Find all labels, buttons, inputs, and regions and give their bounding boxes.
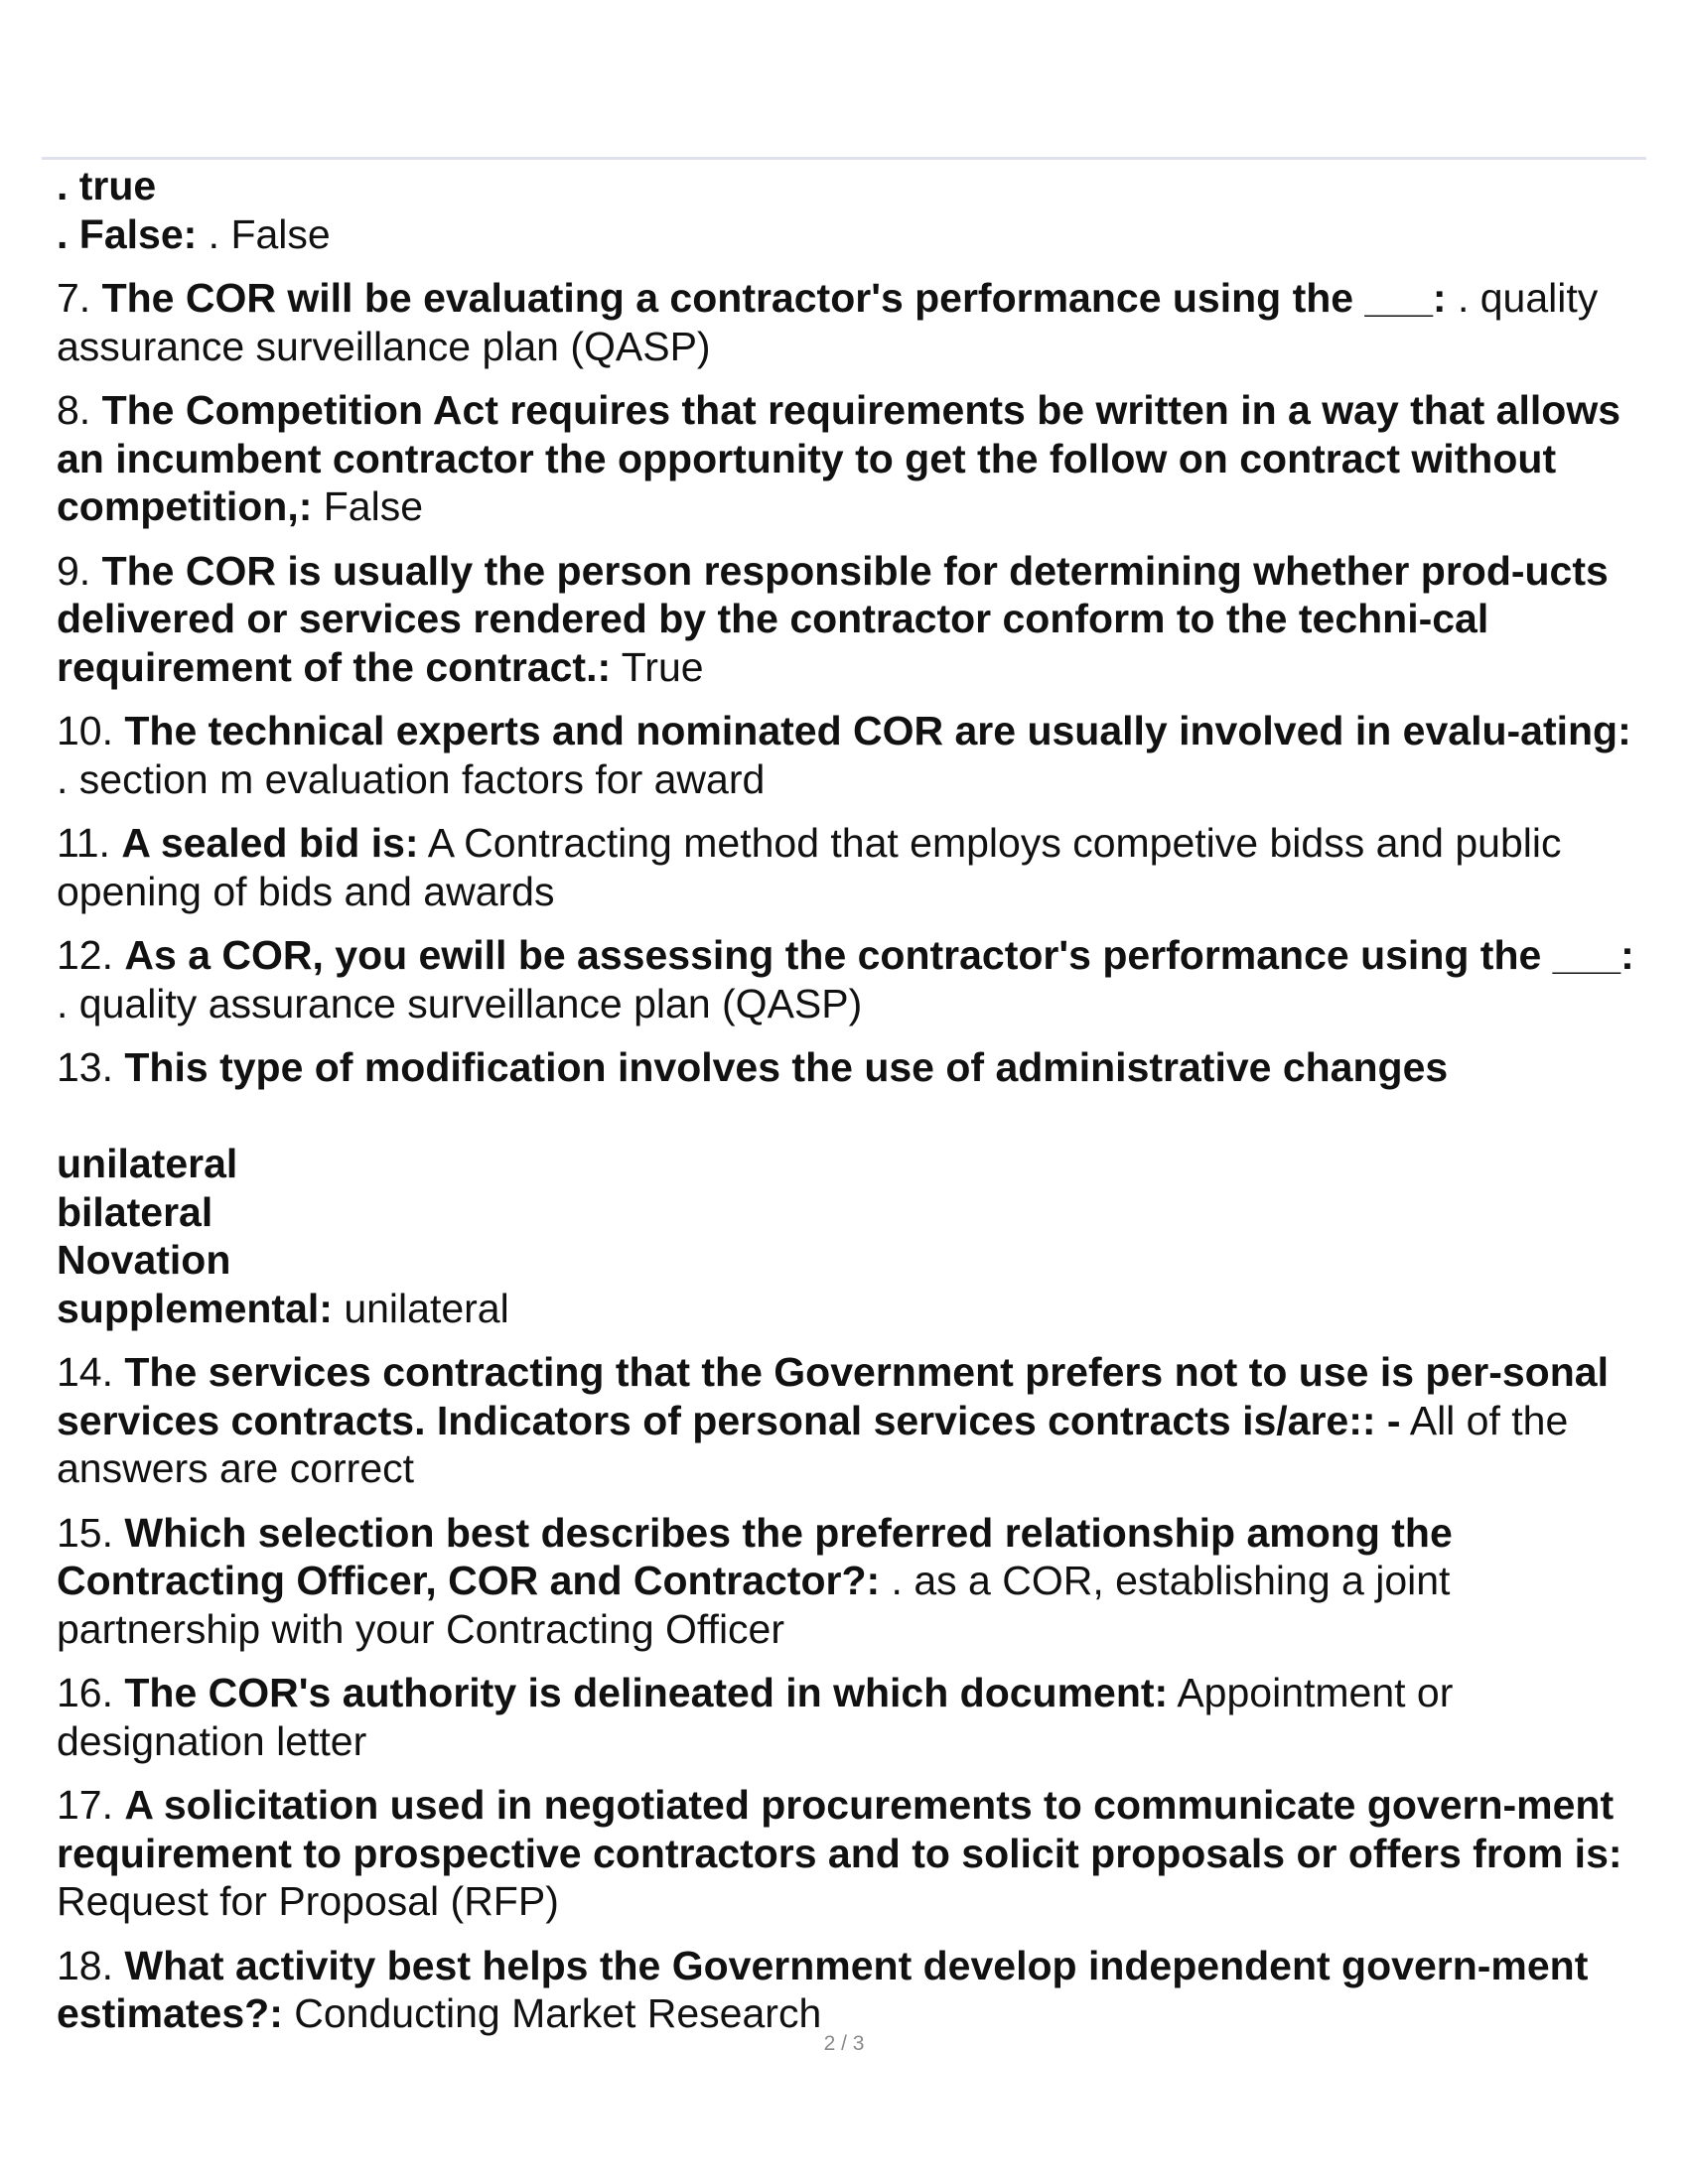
answer-text: . section m evaluation factors for award <box>57 755 766 802</box>
question-text: The COR's authority is delineated in which document: <box>124 1670 1169 1715</box>
option-novation: Novation <box>57 1237 231 1283</box>
item-number: 11. <box>57 820 122 866</box>
qa-item-18 <box>57 1942 1645 2038</box>
page-number: 2 / 3 <box>823 2032 865 2055</box>
item-number: 18. <box>57 1942 125 1988</box>
question-text: As a COR, you ewill be assessing the contractor's performance using the ___: <box>124 932 1634 978</box>
answer-text: unilateral <box>332 1285 509 1331</box>
qa-item-17 <box>57 1781 1645 1926</box>
qa-item-11 <box>57 819 1645 915</box>
question-text: The Competition Act requires that requirements be written in a way that allows an incumbent contractor the opportunity to get the follow on contract without competition,: <box>57 387 1621 529</box>
answer-text: False <box>312 483 424 529</box>
answer-text: . as a COR, establishing a joint partnership with your Contracting Officer <box>57 1558 1451 1652</box>
intro-line-true: . true <box>57 163 157 208</box>
question-text: A sealed bid is: <box>121 820 419 866</box>
qa-item-12 <box>57 931 1645 1027</box>
item-number: 15. <box>57 1509 125 1556</box>
qa-item-7 <box>57 274 1645 370</box>
item-number: 16. <box>57 1670 125 1715</box>
qa-item-9 <box>57 547 1645 692</box>
question-text: The COR is usually the person responsible for determining whether prod-ucts delivered or services rendered by the contractor conform to the techni-cal requirement of the contract.: <box>57 547 1609 690</box>
question-text: The COR will be evaluating a contractor's performance using the ___: <box>101 275 1447 321</box>
intro-line-false: . False: . False <box>57 210 331 257</box>
answer-text: Appointment or designation letter <box>57 1670 1454 1764</box>
answer-text: All of the answers are correct <box>57 1397 1569 1491</box>
blank-line <box>57 1092 1645 1141</box>
item-number: 10. <box>57 708 125 753</box>
question-text: This type of modification involves the use of administrative changes <box>124 1044 1449 1090</box>
answer-text: . quality assurance surveillance plan (QASP) <box>57 980 863 1026</box>
qa-item-15 <box>57 1509 1645 1654</box>
qa-item-16 <box>57 1669 1645 1765</box>
answer-text: Request for Proposal (RFP) <box>57 1878 559 1924</box>
option-bilateral: bilateral <box>57 1188 213 1235</box>
qa-item-8 <box>57 386 1645 531</box>
option-unilateral: unilateral <box>57 1141 238 1186</box>
question-text: Which selection best describes the preferred relationship among the Contracting Officer, COR and Contractor?: <box>57 1509 1453 1603</box>
item-number: 12. <box>57 932 125 978</box>
qa-item-10 <box>57 707 1645 803</box>
option-supplemental: supplemental: <box>57 1285 333 1331</box>
top-divider <box>42 157 1646 160</box>
answer-text: True <box>611 643 704 690</box>
item-number: 17. <box>57 1782 125 1828</box>
question-text: The services contracting that the Government prefers not to use is per-sonal services contracts. Indicators of personal services contracts is/are:: - <box>57 1349 1609 1443</box>
answer-text: . quality assurance surveillance plan (QASP) <box>57 275 1599 369</box>
qa-item-14 <box>57 1348 1645 1493</box>
item-number: 8. <box>57 387 102 433</box>
question-text: What activity best helps the Government develop independent govern-ment estimates?: <box>57 1942 1589 2036</box>
answer-text: A Contracting method that employs competive bidss and public opening of bids and awards <box>57 820 1562 914</box>
question-text: A solicitation used in negotiated procurements to communicate govern-ment requirement to prospective contractors and to solicit proposals or offers from is: <box>57 1782 1622 1876</box>
question-text: The technical experts and nominated COR are usually involved in evalu-ating: <box>124 708 1631 753</box>
item-number: 9. <box>57 547 102 594</box>
item-number: 13. <box>57 1044 125 1090</box>
document-body <box>57 162 1645 2038</box>
qa-item-13 <box>57 1043 1645 1332</box>
item-number: 7. <box>57 275 102 321</box>
item-number: 14. <box>57 1349 125 1395</box>
answer-text: Conducting Market Research <box>282 1990 822 2036</box>
